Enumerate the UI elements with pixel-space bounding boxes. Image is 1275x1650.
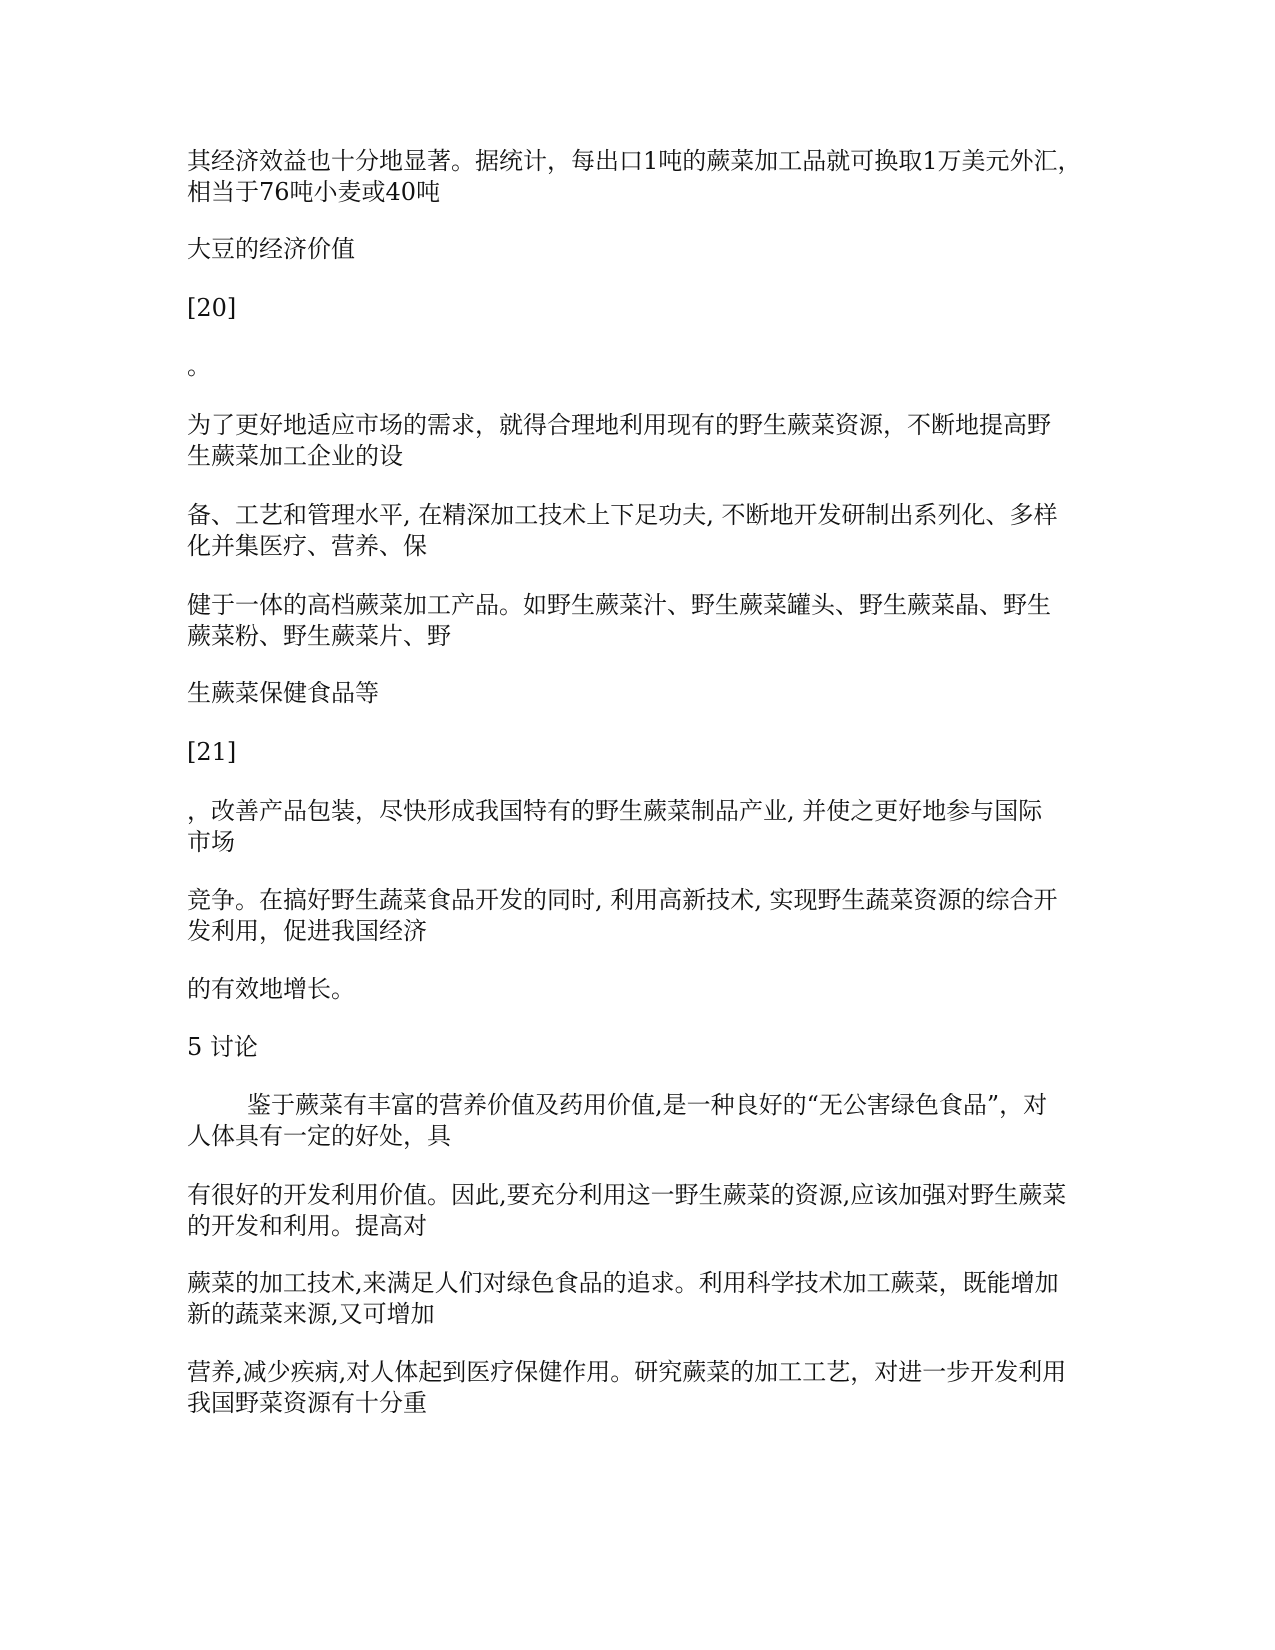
paragraph-discussion-1 bbox=[187, 1090, 1107, 1152]
text-line: 的有效地增长。 bbox=[187, 975, 355, 1003]
text-line: 蕨菜粉、野生蕨菜片、野 bbox=[187, 622, 451, 650]
text-line: 化并集医疗、营养、保 bbox=[187, 532, 427, 560]
paragraph-products bbox=[187, 590, 1107, 652]
text-line: 生蕨菜保健食品等 bbox=[187, 679, 379, 707]
text-line: 备、工艺和管理水平, 在精深加工技术上下足功夫, 不断地开发研制出系列化、多样 bbox=[187, 501, 1058, 529]
paragraph-competition bbox=[187, 885, 1107, 947]
text-line: 健于一体的高档蕨菜加工产品。如野生蕨菜汁、野生蕨菜罐头、野生蕨菜晶、野生 bbox=[187, 591, 1051, 619]
citation-20 bbox=[187, 293, 1107, 324]
text-line: 人体具有一定的好处，具 bbox=[187, 1122, 451, 1150]
citation-text: [20] bbox=[187, 294, 237, 322]
text-line: 大豆的经济价值 bbox=[187, 235, 355, 263]
text-line: 有很好的开发利用价值。因此,要充分利用这一野生蕨菜的资源,应该加强对野生蕨菜 bbox=[187, 1181, 1067, 1209]
text-line: 的开发和利用。提高对 bbox=[187, 1212, 427, 1240]
text-line: 其经济效益也十分地显著。据统计，每出口1吨的蕨菜加工品就可换取1万美元外汇， bbox=[187, 147, 1082, 175]
text-line: 我国野菜资源有十分重 bbox=[187, 1389, 427, 1417]
text-line: ，改善产品包装，尽快形成我国特有的野生蕨菜制品产业, 并使之更好地参与国际 bbox=[187, 797, 1043, 825]
paragraph-discussion-3 bbox=[187, 1268, 1107, 1330]
paragraph-soybean-value bbox=[187, 234, 1107, 265]
text-line: 竞争。在搞好野生蔬菜食品开发的同时, 利用高新技术, 实现野生蔬菜资源的综合开 bbox=[187, 886, 1058, 914]
paragraph-market-demand bbox=[187, 410, 1107, 472]
paragraph-health-food bbox=[187, 678, 1107, 709]
text-line: 生蕨菜加工企业的设 bbox=[187, 442, 403, 470]
paragraph-period bbox=[187, 351, 1107, 382]
text-line: 为了更好地适应市场的需求，就得合理地利用现有的野生蕨菜资源，不断地提高野 bbox=[187, 411, 1051, 439]
paragraph-discussion-4 bbox=[187, 1357, 1107, 1419]
text-line: 相当于76吨小麦或40吨 bbox=[187, 178, 441, 206]
text-line: 鉴于蕨菜有丰富的营养价值及药用价值,是一种良好的“无公害绿色食品”，对 bbox=[247, 1091, 1048, 1119]
paragraph-packaging bbox=[187, 796, 1107, 858]
text-line: 市场 bbox=[187, 828, 235, 856]
citation-21 bbox=[187, 737, 1107, 768]
text-line: 新的蔬菜来源,又可增加 bbox=[187, 1300, 435, 1328]
text-line: 。 bbox=[187, 352, 211, 380]
section-heading-discussion bbox=[187, 1032, 1107, 1063]
paragraph-discussion-2 bbox=[187, 1180, 1107, 1242]
text-line: 营养,减少疾病,对人体起到医疗保健作用。研究蕨菜的加工工艺，对进一步开发利用 bbox=[187, 1358, 1067, 1386]
section-title: 5 讨论 bbox=[187, 1033, 258, 1061]
paragraph-growth bbox=[187, 974, 1107, 1005]
text-line: 蕨菜的加工技术,来满足人们对绿色食品的追求。利用科学技术加工蕨菜，既能增加 bbox=[187, 1269, 1059, 1297]
citation-text: [21] bbox=[187, 738, 237, 766]
paragraph-equipment bbox=[187, 500, 1107, 562]
text-line: 发利用，促进我国经济 bbox=[187, 917, 427, 945]
paragraph-economic-benefit bbox=[187, 146, 1107, 208]
